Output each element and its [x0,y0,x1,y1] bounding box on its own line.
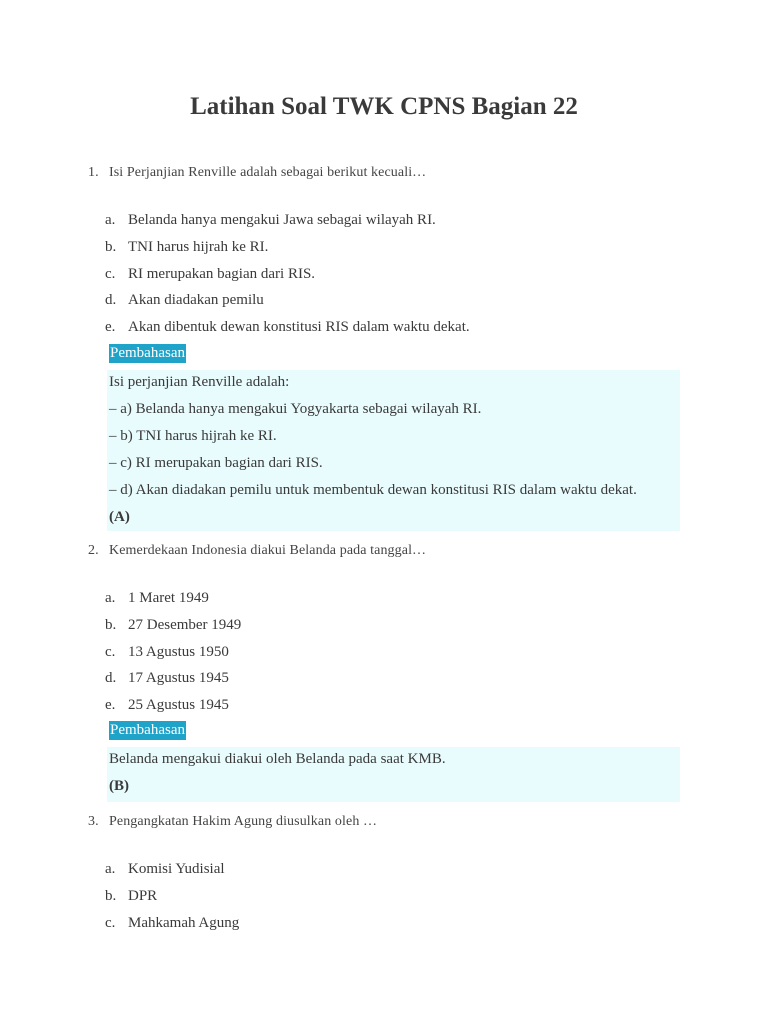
question-number: 2. [88,543,99,558]
explanation-box [107,747,680,802]
option-letter: b. [105,616,117,633]
question-text: Pengangkatan Hakim Agung diusulkan oleh … [109,814,378,829]
option-text: Belanda hanya mengakui Jawa sebagai wilayah RI. [128,212,436,228]
option-text: 17 Agustus 1945 [128,670,229,687]
option-c [105,913,239,940]
option-letter: a. [105,861,116,877]
question-1 [88,165,426,181]
question-text: Kemerdekaan Indonesia diakui Belanda pada tanggal… [109,543,427,558]
option-letter: b. [105,238,117,255]
answer-key: (A) [109,509,130,525]
option-letter: c. [105,265,116,282]
option-e [105,317,470,344]
option-letter: c. [105,914,116,931]
pembahasan-tag[interactable]: Pembahasan [110,722,185,738]
option-letter: a. [105,590,116,606]
option-b [105,615,241,642]
option-text: DPR [128,887,158,904]
option-c [105,264,470,291]
option-text: RI merupakan bagian dari RIS. [128,265,316,282]
option-e [105,695,241,722]
option-text: 1 Maret 1949 [128,590,209,606]
option-a [105,588,241,615]
option-text: 25 Agustus 1945 [128,697,229,713]
explanation-line: – b) TNI harus hijrah ke RI. [109,428,277,444]
option-a [105,210,470,237]
explanation-line: Belanda mengakui diakui oleh Belanda pada saat KMB. [109,751,446,767]
option-text: Mahkamah Agung [128,914,240,931]
option-text: 27 Desember 1949 [128,616,242,633]
option-letter: c. [105,643,116,660]
option-letter: e. [105,697,116,713]
option-d [105,668,241,695]
option-text: 13 Agustus 1950 [128,643,229,660]
explanation-line: Isi perjanjian Renville adalah: [109,374,290,390]
question-3-options [105,859,239,939]
question-2 [88,543,426,559]
option-text: Komisi Yudisial [128,861,225,877]
answer-key: (B) [109,778,129,794]
option-d [105,290,470,317]
explanation-line: – a) Belanda hanya mengakui Yogyakarta sebagai wilayah RI. [109,401,482,417]
pembahasan-tag[interactable]: Pembahasan [110,345,185,361]
option-a [105,859,239,886]
option-b [105,886,239,913]
option-letter: d. [105,292,117,309]
question-text: Isi Perjanjian Renville adalah sebagai berikut kecuali… [109,165,427,180]
option-letter: e. [105,319,116,335]
option-c [105,642,241,669]
option-text: TNI harus hijrah ke RI. [128,238,269,255]
option-letter: d. [105,670,117,687]
option-text: Akan dibentuk dewan konstitusi RIS dalam waktu dekat. [128,319,470,335]
option-b [105,237,470,264]
question-number: 1. [88,165,99,180]
question-3 [88,814,377,830]
question-1-options [105,210,470,344]
question-number: 3. [88,814,99,829]
explanation-line: – d) Akan diadakan pemilu untuk membentuk dewan konstitusi RIS dalam waktu dekat. [109,482,637,498]
explanation-box [107,370,680,531]
option-letter: b. [105,887,117,904]
option-text: Akan diadakan pemilu [128,292,264,309]
explanation-line: – c) RI merupakan bagian dari RIS. [109,455,323,471]
option-letter: a. [105,212,116,228]
page-title: Latihan Soal TWK CPNS Bagian 22 [190,93,578,120]
question-2-options [105,588,241,722]
